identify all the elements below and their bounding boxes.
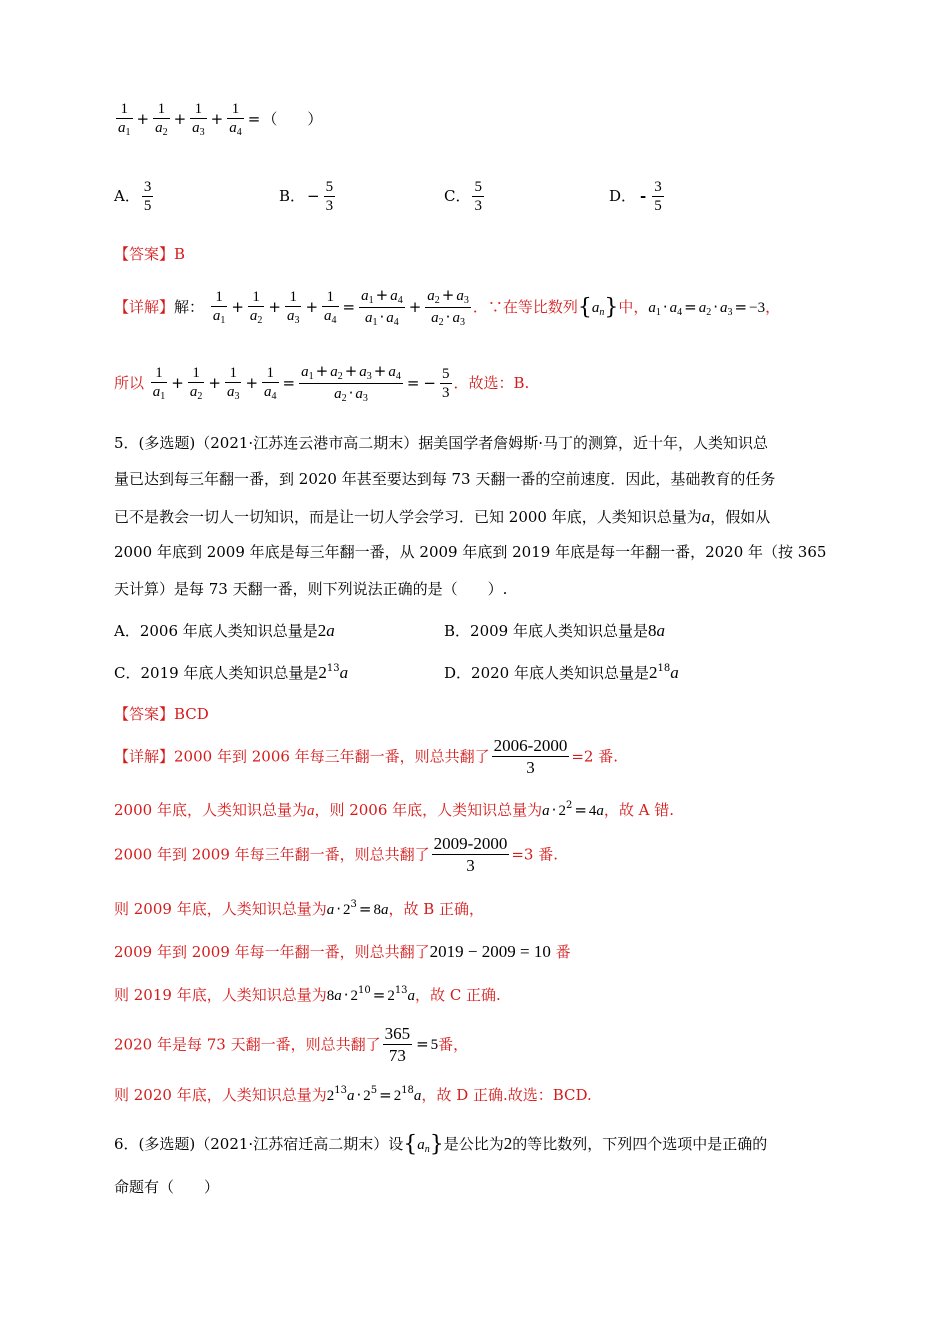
q6-stem-line1: 6．(多选题)（2021·江苏宿迁高二期末）设$\{a_n\}$是公比为2的等比数列，下列四个选项中是正确的 <box>114 1132 768 1157</box>
q5-option-d: D．2020 年底人类知识总量是$2^{18}a$ <box>444 663 679 682</box>
q5-detail-4: 则 2009 年底，人类知识总量为$a \cdot 2^3 = 8a$，故 B 正确， <box>114 899 485 918</box>
q5-detail-2: 2000 年底，人类知识总量为a，则 2006 年底，人类知识总量为$a \cdot 2^2 = 4a$，故 A 错. <box>114 800 675 819</box>
q5-stem-line2: 量已达到每三年翻一番，到 2020 年甚至要达到每 73 天翻一番的空前速度．因此，基础教育的任务 <box>114 470 776 488</box>
q5-detail-3: 2000 年到 2009 年每三年翻一番，则总共翻了 $\frac{2009-2000}{3}$ =3 番. <box>114 834 558 876</box>
answer-paren: （ ） <box>262 109 323 128</box>
fraction: $\frac{1}{a_4}$ <box>229 101 242 138</box>
q5-stem-line4: 2000 年底到 2009 年底是每三年翻一番，从 2009 年底到 2019 年底是每一年翻一番，2020 年（按 365 <box>114 543 827 561</box>
q5-stem-line3: 已不是教会一切人一切知识，而是让一切人学会学习．已知 2000 年底，人类知识总量为a，假如从 <box>114 507 771 526</box>
q5-stem-line1: 5．(多选题)（2021·江苏连云港市高二期末）据美国学者詹姆斯·马丁的测算，近十年，人类知识总 <box>114 434 768 452</box>
fraction: $\frac{1}{a_3}$ <box>192 101 205 138</box>
q5-detail-7: 2020 年是每 73 天翻一番，则总共翻了 $\frac{365}{73}$ = 5番， <box>114 1024 469 1066</box>
q4-conclusion: 所以 $\frac{1}{a_1}$ + $\frac{1}{a_2}$ + $\frac{1}{a_3}$ + $\frac{1}{a_4}$ = $\frac{a_1 + a_2 + a_3 + a_4}{a_2 \cdot a_3}$ = − $\frac{5}{3}$ ．故选：B. <box>114 362 530 404</box>
q4-expression: $\frac{1}{a_1}$ + $\frac{1}{a_2}$ + $\frac{1}{a_3}$ + $\frac{1}{a_4}$ = （ ） <box>118 101 323 138</box>
q4-detail: 【详解】解： $\frac{1}{a_1}$ + $\frac{1}{a_2}$ + $\frac{1}{a_3}$ + $\frac{1}{a_4}$ = $\frac{a_1 + a_4}{a_1 \cdot a_4}$ + $\frac{a_2 + a_3}{a_2 \cdot a_3}$ ．∵在等比数列$\{a_n\}$中，$a_1 \cdot a_4 = a_2 \cdot a_3 = -3$， <box>114 286 781 328</box>
q4-answer: 【答案】B <box>114 245 186 263</box>
q4-option-c: C． $\frac{5}{3}$ <box>444 179 482 214</box>
q5-detail-1: 【详解】2000 年到 2006 年每三年翻一番，则总共翻了 $\frac{2006-2000}{3}$ =2 番. <box>114 736 618 778</box>
q5-option-b: B．2009 年底人类知识总量是8a <box>444 621 665 640</box>
q5-option-c: C．2019 年底人类知识总量是$2^{13}a$ <box>114 663 349 682</box>
q5-detail-8: 则 2020 年底，人类知识总量为$2^{13}a \cdot 2^5 = 2^{18}a$，故 D 正确.故选：BCD. <box>114 1085 592 1104</box>
fraction: $\frac{1}{a_2}$ <box>155 101 168 138</box>
q4-option-a: A． $\frac{3}{5}$ <box>114 179 152 214</box>
q5-stem-line5: 天计算）是每 73 天翻一番，则下列说法正确的是（ ）. <box>114 580 508 598</box>
q5-detail-6: 则 2019 年底，人类知识总量为$8a \cdot 2^{10} = 2^{13}a$，故 C 正确. <box>114 985 501 1004</box>
q5-detail-5: 2009 年到 2009 年每一年翻一番，则总共翻了2019 − 2009 = 10 番 <box>114 942 571 961</box>
q6-stem-line2: 命题有（ ） <box>114 1178 220 1196</box>
q4-option-b: B． − $\frac{5}{3}$ <box>279 179 334 214</box>
q4-option-d: D． - $\frac{3}{5}$ <box>609 179 662 214</box>
fraction: $\frac{1}{a_1}$ <box>118 101 131 138</box>
q5-option-a: A．2006 年底人类知识总量是2a <box>114 621 335 640</box>
q5-answer: 【答案】BCD <box>114 705 209 723</box>
